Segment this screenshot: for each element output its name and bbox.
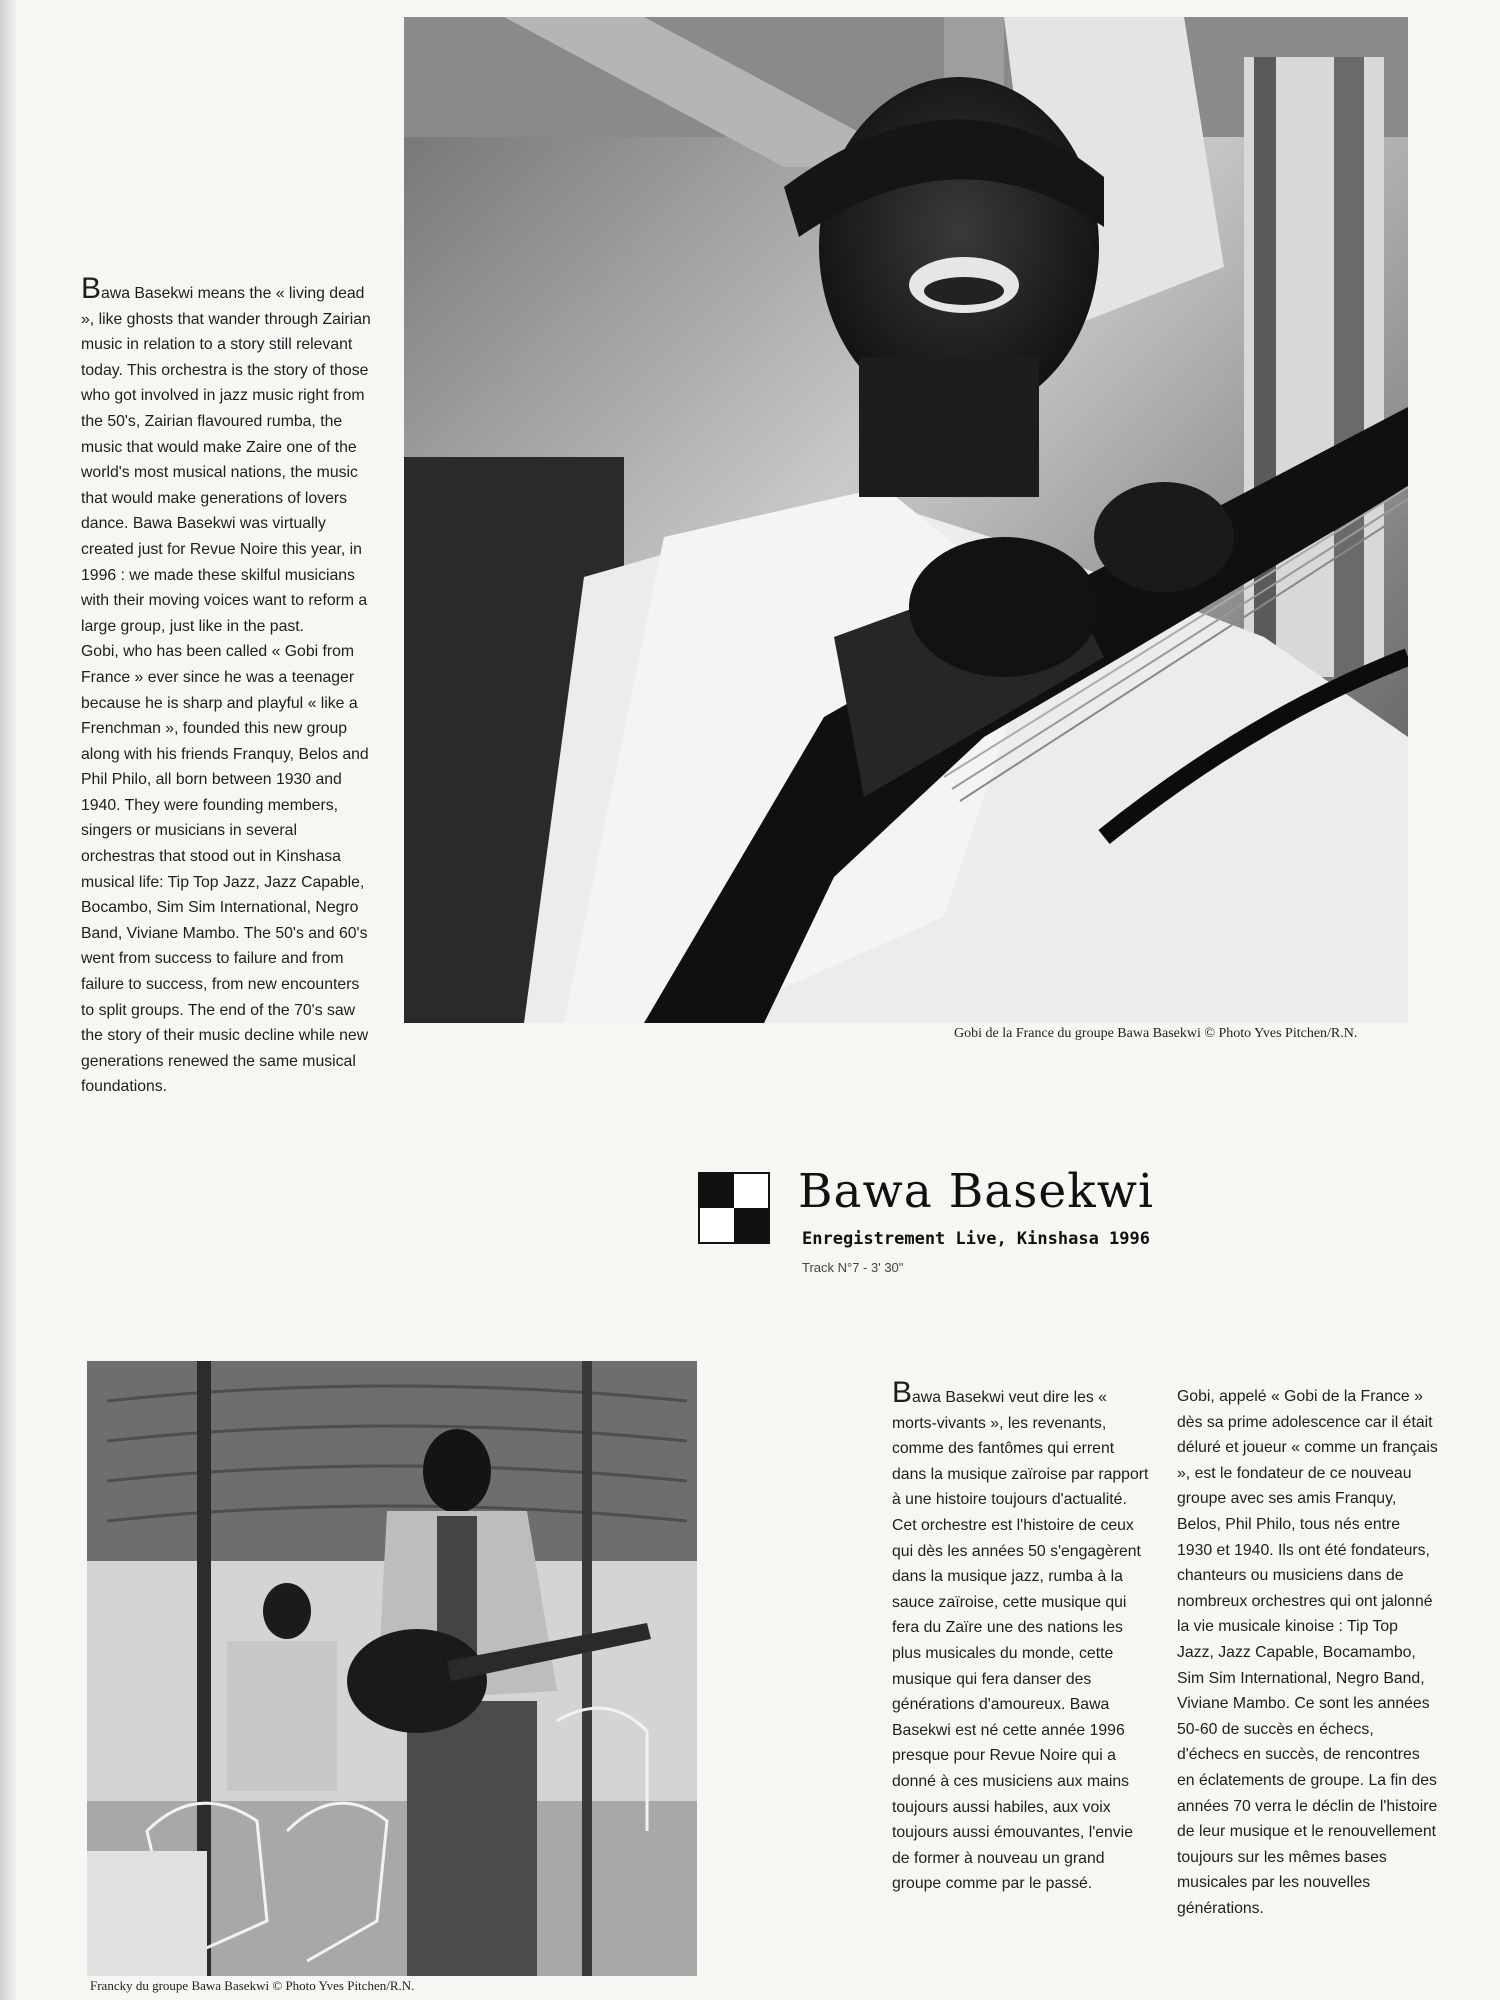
photo-gobi xyxy=(404,17,1408,1023)
photo-caption-top: Gobi de la France du groupe Bawa Basekwi © Photo Yves Pitchen/R.N. xyxy=(954,1026,1358,1041)
english-paragraph-2: Gobi, who has been called « Gobi from France » ever since he was a teenager because he is sharp and playful « like a Frenchman », founded this new group along with his friends Franquy, Belos and Phil Philo, all born between 1930 and 1940. They were founding members, singers or musicians in several orchestras that stood out in Kinshasa musical life: Tip Top Jazz, Jazz Capable, Bocambo, Sim Sim International, Negro Band, Viviane Mambo. The 50's and 60's went from success to failure and from failure to success, from new encounters to split groups. The end of the 70's saw the story of their music decline while new generations renewed the same musical foundations. xyxy=(81,643,369,1096)
english-paragraph-1 xyxy=(81,272,371,639)
french-column-1 xyxy=(892,1376,1152,1897)
photo-francky-image xyxy=(87,1361,697,1976)
french-paragraph-1 xyxy=(892,1376,1152,1897)
english-paragraph-1-text: awa Basekwi means the « living dead », like ghosts that wander through Zairian music in relation to a story still relevant today. This orchestra is the story of those who got involved in jazz music right from the 50's, Zairian flavoured rumba, the music that would make Zaire one of the world's most musical nations, the music that would make generations of lovers dance. Bawa Basekwi was virtually created just for Revue Noire this year, in 1996 : we made these skilful musicians with their moving voices want to reform a large group, just like in the past. xyxy=(81,285,371,635)
french-column-2 xyxy=(1177,1384,1439,1921)
photo-francky xyxy=(87,1361,697,1976)
recording-subtitle: Enregistrement Live, Kinshasa 1996 xyxy=(802,1229,1150,1249)
french-paragraph-1-text: awa Basekwi veut dire les « morts-vivants », les revenants, comme des fantômes qui errent dans la musique zaïroise par rapport à une histoire toujours d'actualité. Cet orchestre est l'histoire de ceux qui dès les années 50 s'engagèrent dans la musique jazz, rumba à la sauce zaïroise, cette musique qui fera du Zaïre une des nations les plus musicales du monde, cette musique qui fera danser des générations d'amoureux. Bawa Basekwi est né cette année 1996 presque pour Revue Noire qui a donné à ces musiciens aux mains toujours aussi habiles, aux voix toujours aussi émouvantes, l'envie de former à nouveau un grand groupe comme par le passé. xyxy=(892,1389,1149,1893)
photo-caption-bottom: Francky du groupe Bawa Basekwi © Photo Yves Pitchen/R.N. xyxy=(90,1978,415,1993)
page-gutter xyxy=(0,0,18,2000)
track-info: Track N°7 - 3' 30" xyxy=(802,1260,904,1275)
photo-gobi-image xyxy=(404,17,1408,1023)
revue-noire-logo xyxy=(698,1172,770,1244)
french-paragraph-2: Gobi, appelé « Gobi de la France » dès sa prime adolescence car il était déluré et joueur « comme un français », est le fondateur de ce nouveau groupe avec ses amis Franquy, Belos, Phil Philo, tous nés entre 1930 et 1940. Ils ont été fondateurs, chanteurs ou musiciens dans de nombreux orchestres qui ont jalonné la vie musicale kinoise : Tip Top Jazz, Jazz Capable, Bocamambo, Sim Sim International, Negro Band, Viviane Mambo. Ce sont les années 50-60 de succès en échecs, d'échecs en succès, de rencontres en éclatements de groupe. La fin des années 70 verra le déclin de l'histoire de leur musique et le renouvellement toujours sur les mêmes bases musicales par les nouvelles générations. xyxy=(1177,1388,1438,1917)
english-article xyxy=(81,272,371,1100)
dropcap: B xyxy=(892,1376,913,1409)
article-title: Bawa Basekwi xyxy=(798,1164,1154,1219)
dropcap: B xyxy=(81,272,102,305)
